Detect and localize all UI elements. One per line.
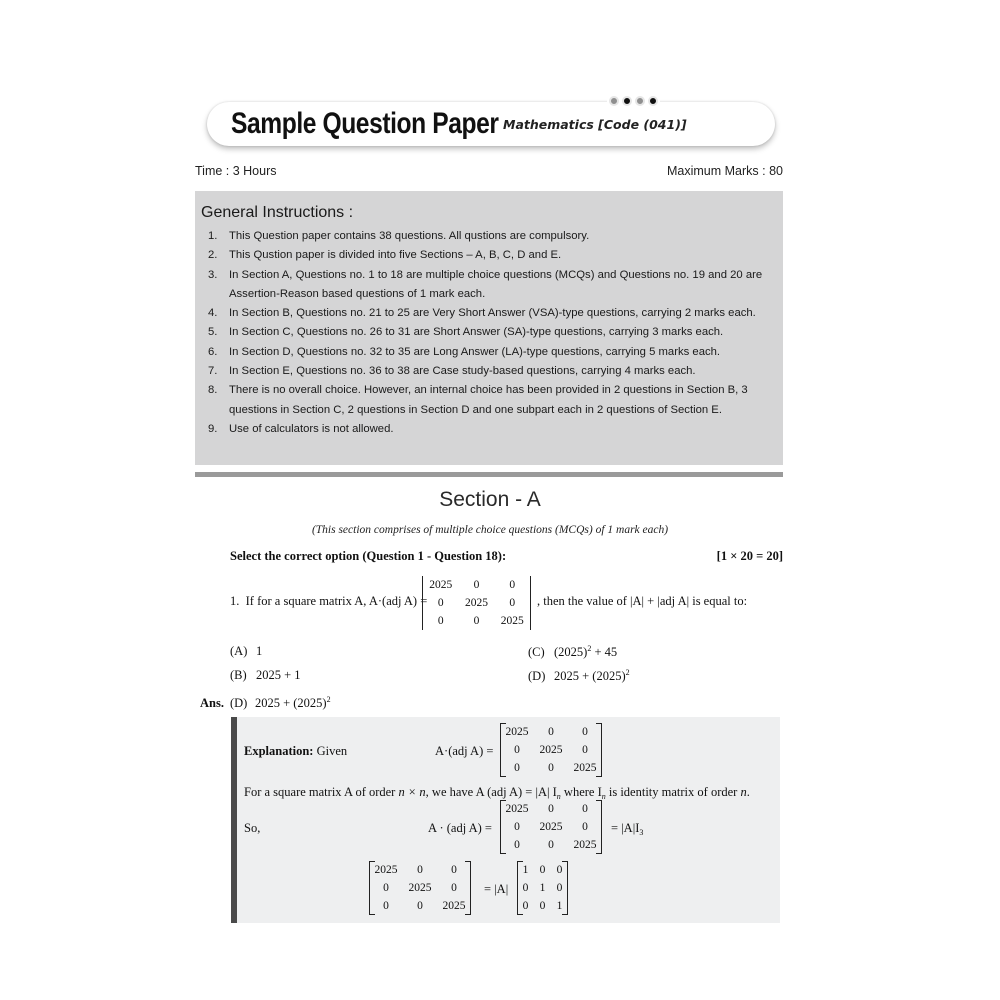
explanation-matrix-2 [500,800,602,854]
subscript: n [601,792,606,801]
matrix-cell: 2025 [505,726,529,738]
matrix-cell: 2025 [500,615,524,627]
matrix-cell: 0 [556,864,563,876]
matrix-cell: 0 [548,726,554,738]
matrix-cell: 2025 [374,864,398,876]
explanation-matrix-1 [500,723,602,777]
decorative-dots [607,96,660,106]
section-marks: [1 × 20 = 20] [716,549,783,563]
subscript: 3 [639,828,644,837]
question-matrix [422,576,531,630]
option-text-tail: + 45 [591,645,618,659]
dot-icon [648,96,658,106]
matrix-cell: 0 [514,839,520,851]
instruction-item [208,304,780,323]
time-label: Time : 3 Hours [195,164,277,178]
matrix-cell: 2025 [442,900,466,912]
dot-icon [622,96,632,106]
instruction-item [208,227,780,246]
option-d[interactable] [528,668,630,684]
option-label: (C) [528,645,545,659]
matrix-cell: 0 [539,864,546,876]
matrix-cell: 0 [383,882,389,894]
matrix-cell: 0 [417,864,423,876]
matrix-cell: 0 [509,597,516,609]
bracket-matrix [517,861,568,915]
bracket-matrix [500,723,602,777]
matrix-cell: 0 [514,821,520,833]
question-number: 1. [230,594,240,608]
matrix-cell: 0 [582,821,588,833]
matrix-cell: 0 [473,615,480,627]
matrix-cell: 1 [539,882,546,894]
explanation-label: Explanation: [244,744,314,758]
item-text: Use of calculators is not allowed. [229,422,394,435]
option-text: 2025 + (2025) [554,669,626,683]
item-number: 5. [208,326,218,339]
item-text: In Section E, Questions no. 36 to 38 are Case study-based questions, carrying 4 marks each. [229,365,696,378]
item-number: 9. [208,422,218,435]
matrix-cell: 0 [437,597,444,609]
explanation-line-2 [244,785,750,801]
matrix-cell: 0 [509,579,516,591]
answer-text: 2025 + (2025) [254,696,327,710]
matrix-cell: 1 [556,900,563,912]
eq2-rhs [611,821,643,837]
answer-label: (D) [229,696,248,710]
answer-prefix: Ans. [200,696,224,710]
dot-icon [635,96,645,106]
section-subtitle: (This section comprises of multiple choice questions (MCQs) of 1 mark each) [311,524,669,536]
text: is identity matrix of order [605,785,741,799]
matrix-cell: 2025 [539,744,563,756]
superscript: 2 [326,695,331,704]
instruction-item [208,246,780,265]
matrix-cell: 2025 [505,803,529,815]
item-number: 6. [208,345,218,358]
matrix-cell: 0 [437,615,444,627]
explanation-so: So, [244,821,261,835]
matrix-cell: 0 [451,882,457,894]
eq1-lhs: A·(adj A) = [435,744,494,758]
matrix-cell: 0 [582,726,588,738]
text: where I [560,785,602,799]
item-number: 1. [208,230,218,242]
page-title: Sample Question Paper [231,107,499,140]
matrix-cell: 0 [514,762,520,774]
question-1-text [230,594,427,609]
item-number: 4. [208,307,218,320]
option-b[interactable] [230,668,301,683]
matrix-cell: 0 [582,744,588,756]
matrix-cell: 0 [514,744,520,756]
section-divider [195,472,783,477]
instruction-item [208,266,780,305]
identity-matrix [517,861,568,915]
explanation-heading [244,744,347,759]
answer-line [200,695,331,711]
matrix-cell: 2025 [573,839,597,851]
matrix-cell: 0 [582,803,588,815]
determinant [422,576,531,630]
item-text: There is no overall choice. However, an internal choice has been provided in 2 questions in Section B, 3 questions in Section C, 2 questions in Section D and one subpart each in 2 questions of Section E. [229,384,748,416]
matrix-cell: 0 [417,900,423,912]
instruction-item [208,343,780,362]
item-text: In Section B, Questions no. 21 to 25 are Very Short Answer (VSA)-type questions, carrying 2 marks each. [229,307,756,320]
matrix-cell: 0 [522,882,529,894]
item-text: This Question paper contains 38 questions. All qustions are compulsory. [229,230,590,242]
item-number: 2. [208,249,218,262]
item-text: This Qustion paper is divided into five Sections – A, B, C, D and E. [229,249,562,262]
instruction-item [208,362,780,381]
explanation-given: Given [316,744,348,758]
matrix-cell: 2025 [539,821,563,833]
text: For a square matrix A of order [244,785,399,799]
option-text: (2025) [554,645,588,659]
option-c[interactable] [528,644,617,660]
matrix-cell: 0 [451,864,457,876]
item-number: 7. [208,365,218,378]
matrix-cell: 2025 [573,762,597,774]
option-text: 2025 + 1 [256,668,301,682]
bracket-matrix [500,800,602,854]
matrix-cell: 2025 [429,579,453,591]
explanation-matrix-3 [369,861,471,915]
eq3-mid: = |A| [484,882,509,896]
superscript: 2 [587,644,592,653]
matrix-cell: 2025 [465,597,488,609]
instruction-item [208,420,780,439]
dot-icon [609,96,619,106]
item-text: In Section A, Questions no. 1 to 18 are multiple choice questions (MCQs) and Questions no. 19 and 20 are Assertion-Reason based questions of 1 mark each. [229,268,763,300]
matrix-cell: 0 [548,839,554,851]
text: = |A|I [611,821,640,835]
item-text: In Section C, Questions no. 26 to 31 are Short Answer (SA)-type questions, carrying 3 marks each. [229,326,724,339]
section-title: Section - A [439,488,541,511]
matrix-cell: 2025 [408,882,432,894]
bracket-matrix [369,861,471,915]
matrix-cell: 0 [548,762,554,774]
item-number: 8. [208,384,218,397]
matrix-cell: 0 [473,579,480,591]
instruction-item [208,381,780,420]
option-text: 1 [256,644,263,658]
item-number: 3. [208,268,218,281]
item-text: In Section D, Questions no. 32 to 35 are Long Answer (LA)-type questions, carrying 5 marks each. [229,345,721,358]
text: , we have A (adj A) = |A| I [425,785,557,799]
matrix-cell: 0 [383,900,389,912]
instruction-item [208,323,780,342]
text: n × n [398,785,426,799]
option-label: (B) [230,668,247,682]
subscript: n [556,792,561,801]
matrix-cell: 0 [548,803,554,815]
question-1-suffix: , then the value of |A| + |adj A| is equal to: [537,594,748,608]
option-a[interactable] [230,644,262,659]
question-prefix: If for a square matrix A, A·(adj A) = [245,594,428,608]
text: . [746,785,750,799]
matrix-cell: 0 [522,900,529,912]
page-subtitle: Mathematics [Code (041)] [503,117,687,132]
matrix-cell: 1 [522,864,529,876]
matrix-cell: 0 [556,882,563,894]
max-marks-label: Maximum Marks : 80 [667,164,783,178]
instructions-list [208,227,780,439]
select-instruction: Select the correct option (Question 1 - Question 18): [230,549,507,563]
superscript: 2 [625,668,630,677]
general-instructions-title: General Instructions : [201,204,354,221]
option-label: (D) [528,669,546,683]
text: n [740,785,747,799]
matrix-cell: 0 [539,900,546,912]
eq2-lhs: A · (adj A) = [428,821,492,835]
option-label: (A) [230,644,248,658]
